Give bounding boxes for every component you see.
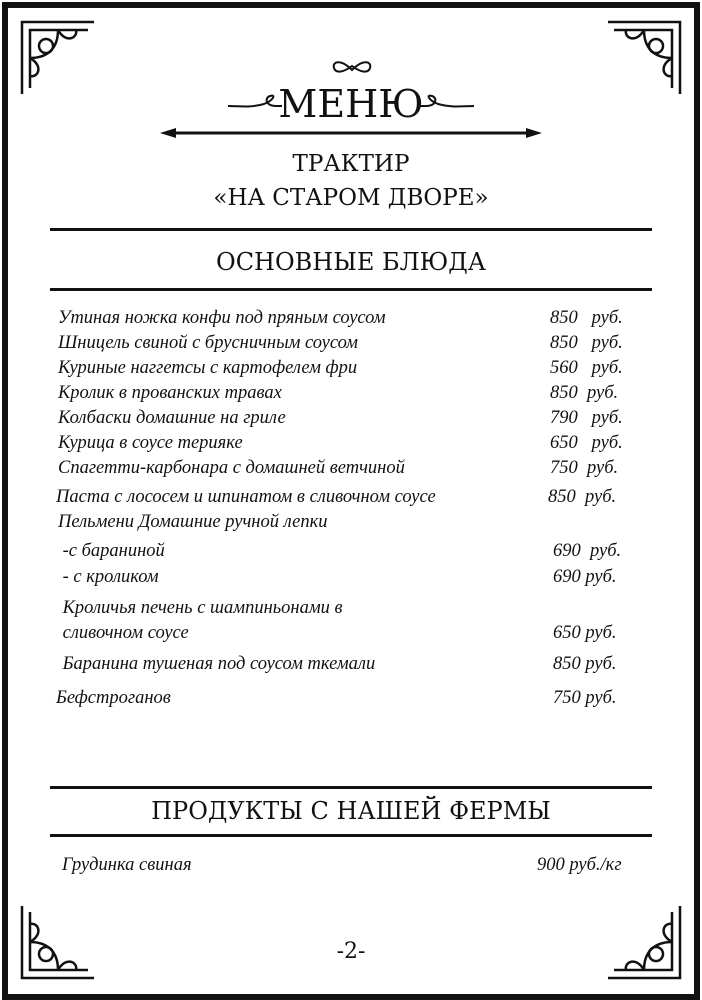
menu-item-name: - с кроликом xyxy=(58,567,159,587)
menu-title: МЕНЮ xyxy=(278,82,424,126)
menu-item-name: Спагетти-карбонара с домашней ветчиной xyxy=(58,458,405,478)
menu-item-name: Куриные наггетсы с картофелем фри xyxy=(58,358,358,378)
farm-item-price: 900 руб./кг xyxy=(537,855,622,875)
menu-item-price: 650 руб. xyxy=(553,623,617,643)
divider xyxy=(50,834,652,837)
menu-item-name: Пельмени Домашние ручной лепки xyxy=(58,512,328,532)
menu-item-name: Кроличья печень с шампиньонами в xyxy=(58,598,343,618)
menu-item-price: 690 руб. xyxy=(553,541,622,561)
menu-item-price: 850 руб. xyxy=(550,333,623,353)
menu-item-name: -с бараниной xyxy=(58,541,165,561)
menu-item-price: 850 руб. xyxy=(550,308,623,328)
menu-item-name: Утиная ножка конфи под пряным соусом xyxy=(58,308,386,328)
restaurant-name: «НА СТАРОМ ДВОРЕ» xyxy=(213,185,489,211)
swirl-left-icon xyxy=(226,94,282,114)
menu-item-price: 850 руб. xyxy=(550,383,619,403)
menu-item-name: сливочном соусе xyxy=(58,623,189,643)
menu-item-price: 690 руб. xyxy=(553,567,617,587)
menu-item-price: 560 руб. xyxy=(550,358,623,378)
menu-item-price: 750 руб. xyxy=(553,688,617,708)
divider-ornament xyxy=(160,126,542,140)
menu-item-name: Курица в соусе терияке xyxy=(58,433,243,453)
section-title-main-dishes: ОСНОВНЫЕ БЛЮДА xyxy=(216,248,486,276)
farm-item-name: Грудинка свиная xyxy=(62,855,192,875)
menu-item-name: Кролик в прованских травах xyxy=(58,383,282,403)
menu-item-price: 650 руб. xyxy=(550,433,623,453)
menu-item-name: Бефстроганов xyxy=(56,688,171,708)
swirl-right-icon xyxy=(420,94,476,114)
menu-item-price: 850 руб. xyxy=(553,654,617,674)
menu-item-name: Баранина тушеная под соусом ткемали xyxy=(58,654,376,674)
bow-ornament-icon xyxy=(330,58,374,78)
menu-item-name: Паста с лососем и шпинатом в сливочном соусе xyxy=(56,487,436,507)
menu-item-price: 850 руб. xyxy=(548,487,617,507)
page-number: -2- xyxy=(336,939,366,964)
section-title-farm-products: ПРОДУКТЫ С НАШЕЙ ФЕРМЫ xyxy=(151,797,551,825)
menu-item-name: Колбаски домашние на гриле xyxy=(58,408,286,428)
divider xyxy=(50,786,652,789)
menu-item-name: Шницель свиной с брусничным соусом xyxy=(58,333,358,353)
restaurant-type: ТРАКТИР xyxy=(292,151,410,177)
menu-item-price: 790 руб. xyxy=(550,408,623,428)
menu-item-price: 750 руб. xyxy=(550,458,619,478)
divider xyxy=(50,288,652,291)
divider xyxy=(50,228,652,231)
